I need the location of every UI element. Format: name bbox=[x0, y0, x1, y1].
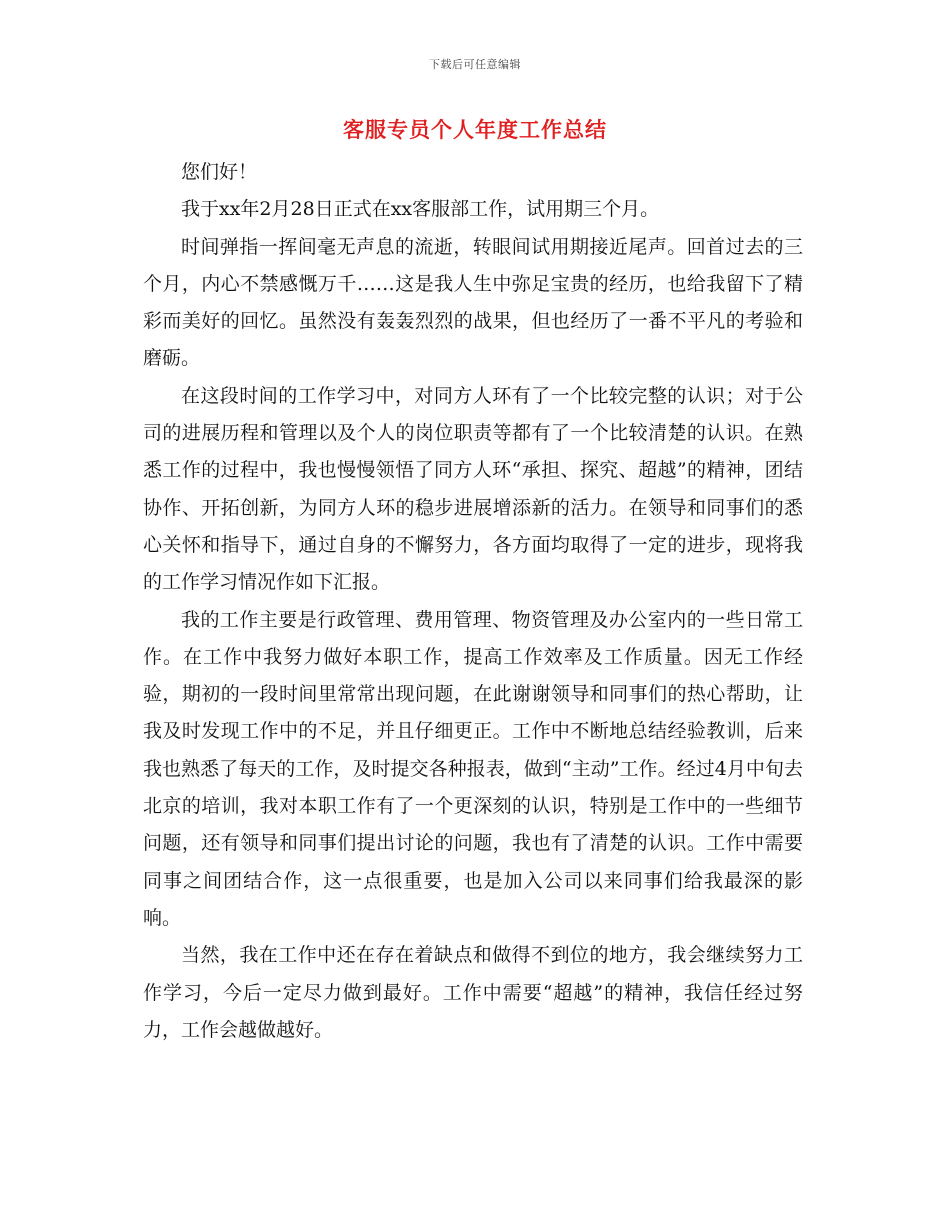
paragraph: 时间弹指一挥间毫无声息的流逝，转眼间试用期接近尾声。回首过去的三个月，内心不禁感慨万千……这是我人生中弥足宝贵的经历，也给我留下了精彩而美好的回忆。虽然没有轰轰烈烈的战果，但也经历了一番不平凡的考验和磨砺。 bbox=[143, 235, 803, 370]
paragraph-greeting: 您们好！ bbox=[181, 161, 258, 183]
document-body bbox=[143, 154, 803, 1049]
paragraph: 我于xx年2月28日正式在xx客服部工作，试用期三个月。 bbox=[181, 198, 660, 221]
paragraph: 在这段时间的工作学习中，对同方人环有了一个比较完整的认识；对于公司的进展历程和管理以及个人的岗位职责等都有了一个比较清楚的认识。在熟悉工作的过程中，我也慢慢领悟了同方人环“承担、探究、超越”的精神，团结协作、开拓创新，为同方人环的稳步进展增添新的活力。在领导和同事们的悉心关怀和指导下，通过自身的不懈努力，各方面均取得了一定的进步，现将我的工作学习情况作如下汇报。 bbox=[143, 384, 803, 594]
document-title: 客服专员个人年度工作总结 bbox=[343, 117, 607, 142]
header-note: 下载后可任意编辑 bbox=[429, 58, 521, 71]
paragraph: 我的工作主要是行政管理、费用管理、物资管理及办公室内的一些日常工作。在工作中我努力做好本职工作，提高工作效率及工作质量。因无工作经验，期初的一段时间里常常出现问题，在此谢谢领导和同事们的热心帮助，让我及时发现工作中的不足，并且仔细更正。工作中不断地总结经验教训，后来我也熟悉了每天的工作，及时提交各种报表，做到“主动”工作。经过4月中旬去北京的培训，我对本职工作有了一个更深刻的认识，特别是工作中的一些细节问题，还有领导和同事们提出讨论的问题，我也有了清楚的认识。工作中需要同事之间团结合作，这一点很重要，也是加入公司以来同事们给我最深的影响。 bbox=[143, 608, 803, 929]
paragraph: 当然，我在工作中还在存在着缺点和做得不到位的地方，我会继续努力工作学习，今后一定尽力做到最好。工作中需要“超越”的精神，我信任经过努力，工作会越做越好。 bbox=[143, 944, 803, 1041]
